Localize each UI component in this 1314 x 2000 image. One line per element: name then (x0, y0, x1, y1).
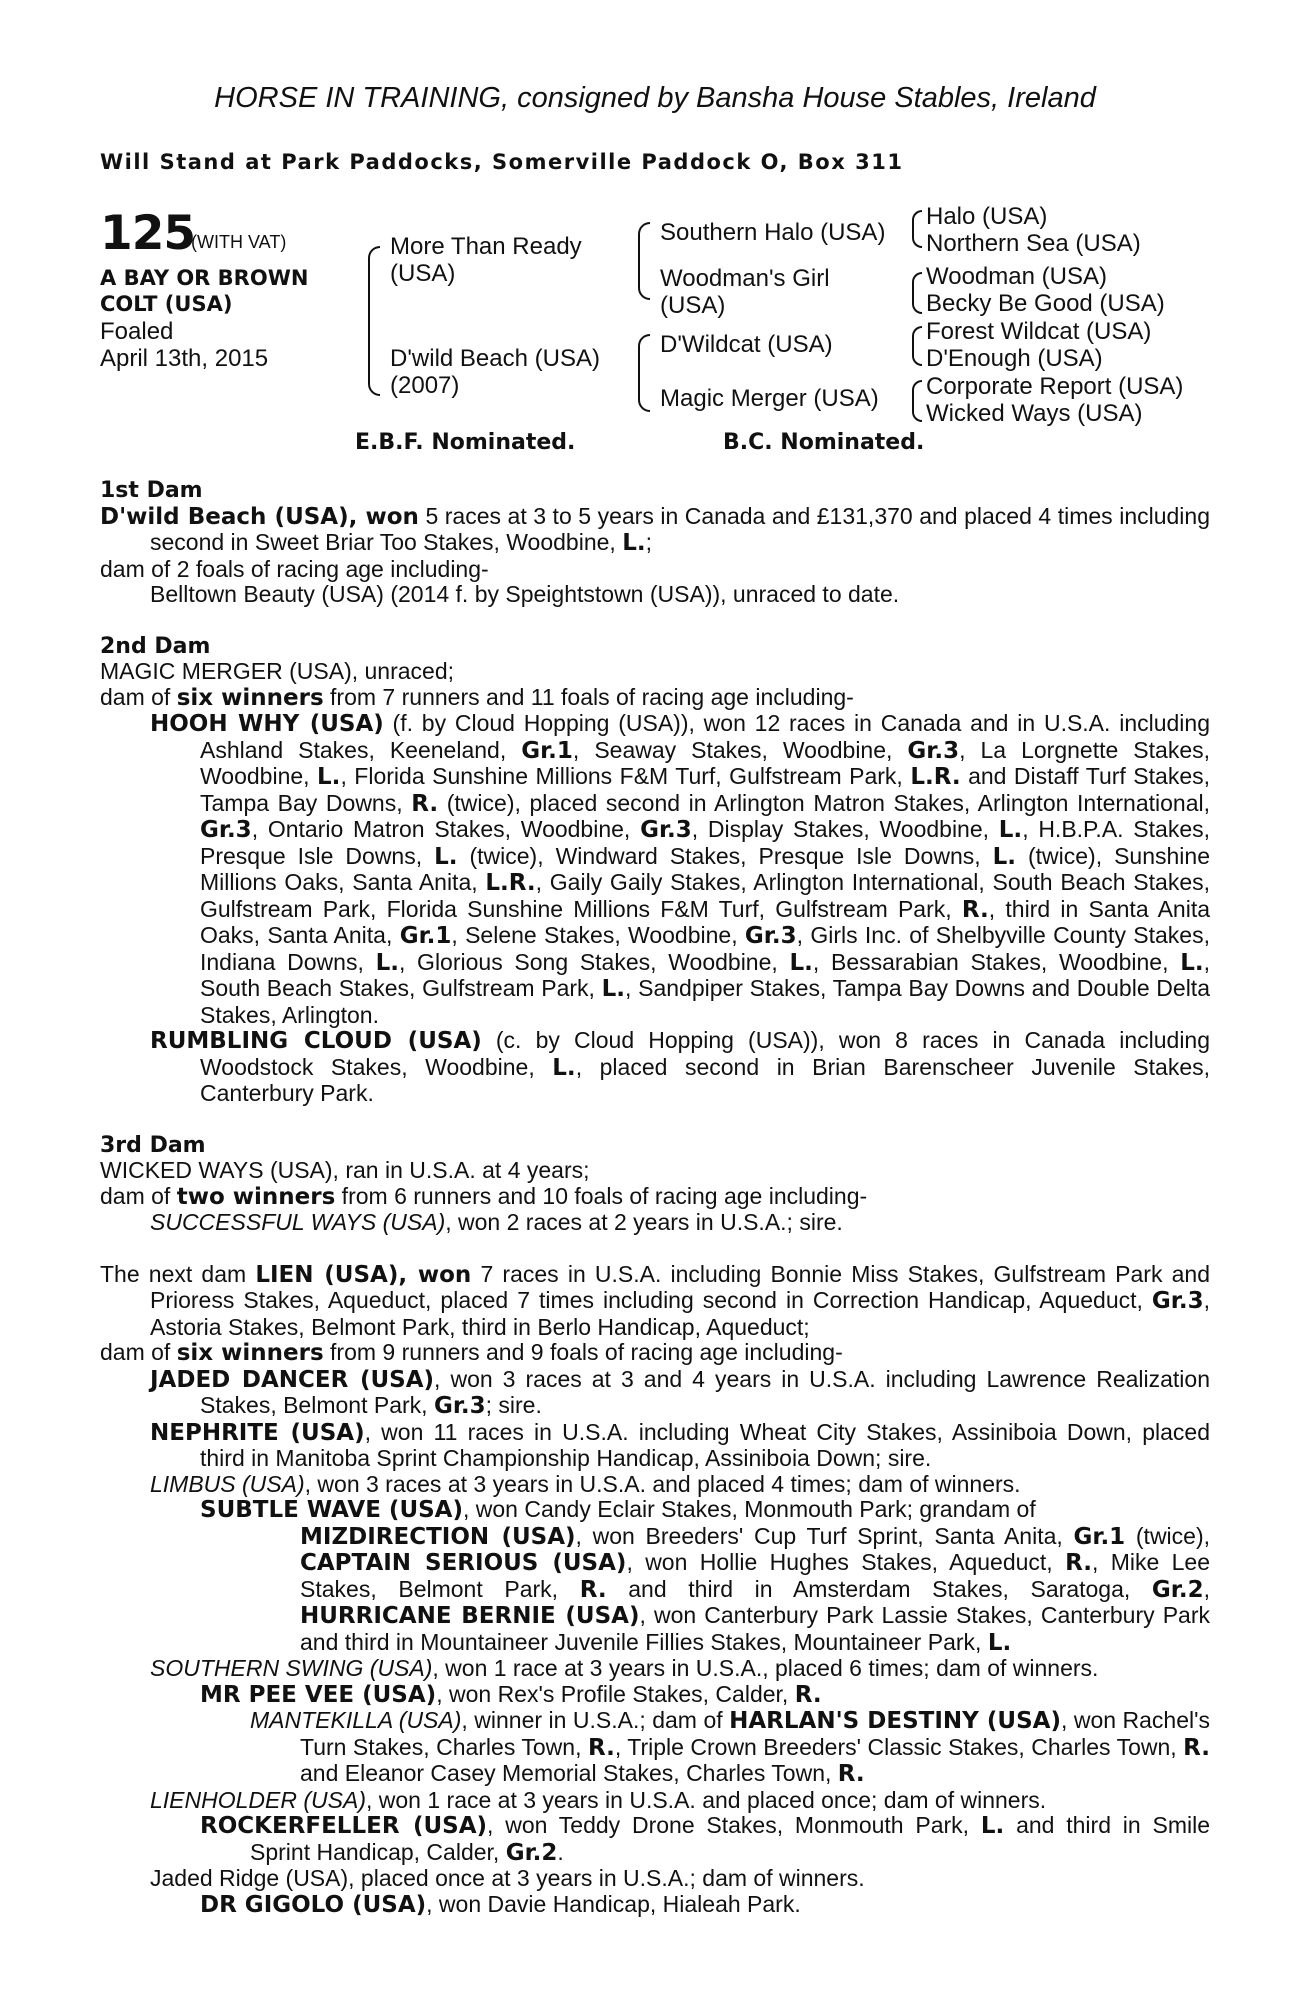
first-dam-heading: 1st Dam (100, 478, 203, 503)
successful-ways-record: SUCCESSFUL WAYS (USA), won 2 races at 2 years in U.S.A.; sire. (150, 1209, 843, 1235)
pedigree-dam-year: (2007) (390, 372, 460, 399)
pedigree-bracket-sire (638, 222, 650, 300)
foaled-label: Foaled (100, 318, 174, 345)
pedigree-gen3-6: D'Enough (USA) (926, 345, 1103, 372)
third-dam-name: WICKED WAYS (USA), ran in U.S.A. at 4 years; (100, 1157, 590, 1183)
pedigree-dam: D'wild Beach (USA) (390, 345, 600, 372)
pedigree-bracket-ds (912, 326, 922, 366)
dr-gigolo-record: DR GIGOLO (USA), won Davie Handicap, Hialeah Park. (200, 1890, 801, 1918)
horse-description-2: COLT (USA) (100, 292, 233, 316)
nephrite-record: NEPHRITE (USA), won 11 races in U.S.A. including Wheat City Stakes, Assiniboia Down, placed third in Manitoba Sprint Championship Handicap, Assiniboia Down; sire. (150, 1418, 1210, 1471)
pedigree-gen3-3: Woodman (USA) (926, 263, 1107, 290)
hooh-why-record: HOOH WHY (USA) (f. by Cloud Hopping (USA)), won 12 races in Canada and in U.S.A. including Ashland Stakes, Keeneland, Gr.1, Seaway Stakes, Woodbine, Gr.3, La Lorgnette Stakes, Woodbine, L., Florida Sunshine Millions F&M Turf, Gulfstream Park, L.R. and Distaff Turf Stakes, Tampa Bay Downs, R. (twice), placed second in Arlington Matron Stakes, Arlington International, Gr.3, Ontario Matron Stakes, Woodbine, Gr.3, Display Stakes, Woodbine, L., H.B.P.A. Stakes, Presque Isle Downs, L. (twice), Windward Stakes, Presque Isle Downs, L. (twice), Sunshine Millions Oaks, Santa Anita, L.R., Gaily Gaily Stakes, Arlington International, South Beach Stakes, Gulfstream Park, Florida Sunshine Millions F&M Turf, Gulfstream Park, R., third in Santa Anita Oaks, Santa Anita, Gr.1, Selene Stakes, Woodbine, Gr.3, Girls Inc. of Shelbyville County Stakes, Indiana Downs, L., Glorious Song Stakes, Woodbine, L., Bessarabian Stakes, Woodbine, L., South Beach Stakes, Gulfstream Park, L., Sandpiper Stakes, Tampa Bay Downs and Double Delta Stakes, Arlington. (150, 710, 1211, 1028)
next-dam-produce: dam of six winners from 9 runners and 9 foals of racing age including- (100, 1339, 843, 1366)
second-dam-heading: 2nd Dam (100, 633, 211, 659)
pedigree-sire-dam-country: (USA) (660, 292, 726, 319)
next-dam-record: The next dam LIEN (USA), won 7 races in U.S.A. including Bonnie Miss Stakes, Gulfstream Park and Prioress Stakes, Aqueduct, placed 7 times including second in Correction Handicap, Aqueduct, Gr.3, Astoria Stakes, Belmont Park, third in Berlo Handicap, Aqueduct; (100, 1260, 1210, 1340)
pedigree-bracket-sd (912, 272, 922, 314)
grandam-produce-record: MIZDIRECTION (USA), won Breeders' Cup Turf Sprint, Santa Anita, Gr.1 (twice), CAPTAIN SERIOUS (USA), won Hollie Hughes Stakes, Aqueduct, R., Mike Lee Stakes, Belmont Park, R. and third in Amsterdam Stakes, Saratoga, Gr.2, HURRICANE BERNIE (USA), won Canterbury Park Lassie Stakes, Canterbury Park and third in Mountaineer Juvenile Fillies Stakes, Mountaineer Park, L. (300, 1522, 1211, 1656)
first-dam-record: D'wild Beach (USA), won 5 races at 3 to 5 years in Canada and £131,370 and placed 4 times including second in Sweet Briar Too Stakes, Woodbine, L.; (100, 502, 1210, 556)
second-dam-produce: dam of six winners from 7 runners and 11 foals of racing age including- (100, 683, 854, 711)
page-header: HORSE IN TRAINING, consigned by Bansha House Stables, Ireland (214, 82, 1096, 114)
vat-note: (WITH VAT) (191, 232, 287, 252)
first-dam-foal: Belltown Beauty (USA) (2014 f. by Speightstown (USA)), unraced to date. (150, 581, 900, 607)
rumbling-cloud-record: RUMBLING CLOUD (USA) (c. by Cloud Hopping (USA)), won 8 races in Canada including Woodstock Stakes, Woodbine, L., placed second in Brian Barenscheer Juvenile Stakes, Canterbury Park. (150, 1027, 1211, 1106)
pedigree-gen3-4: Becky Be Good (USA) (926, 290, 1165, 317)
pedigree-gen3-1: Halo (USA) (926, 203, 1048, 230)
jaded-dancer-record: JADED DANCER (USA), won 3 races at 3 and 4 years in U.S.A. including Lawrence Realization Stakes, Belmont Park, Gr.3; sire. (150, 1365, 1211, 1419)
pedigree-gen3-5: Forest Wildcat (USA) (926, 318, 1152, 345)
rockerfeller-record: ROCKERFELLER (USA), won Teddy Drone Stakes, Monmouth Park, L. and third in Smile Sprint Handicap, Calder, Gr.2. (200, 1812, 1211, 1866)
pedigree-sire: More Than Ready (390, 233, 582, 260)
pedigree-bracket-main (368, 246, 380, 396)
southern-swing-record: SOUTHERN SWING (USA), won 1 race at 3 years in U.S.A., placed 6 times; dam of winners. (150, 1655, 1099, 1681)
pedigree-gen3-7: Corporate Report (USA) (926, 373, 1184, 400)
pedigree-bracket-dam (638, 334, 650, 412)
ebf-nomination: E.B.F. Nominated. (355, 430, 576, 455)
catalogue-page (100, 0, 1210, 2000)
lot-number: 125 (100, 206, 196, 261)
pedigree-gen3-8: Wicked Ways (USA) (926, 400, 1143, 427)
pedigree-gen3-2: Northern Sea (USA) (926, 230, 1141, 257)
pedigree-sire-sire: Southern Halo (USA) (660, 219, 886, 246)
stand-location: Will Stand at Park Paddocks, Somerville Paddock O, Box 311 (100, 150, 904, 174)
pedigree-sire-dam: Woodman's Girl (660, 265, 830, 292)
subtle-wave-record: SUBTLE WAVE (USA), won Candy Eclair Stakes, Monmouth Park; grandam of (200, 1496, 1036, 1523)
pedigree-sire-country: (USA) (390, 260, 456, 287)
pedigree-bracket-ss (912, 210, 922, 248)
mr-pee-vee-record: MR PEE VEE (USA), won Rex's Profile Stakes, Calder, R. (200, 1680, 822, 1708)
produce-record (100, 478, 1210, 1918)
horse-description-1: A BAY OR BROWN (100, 266, 309, 290)
second-dam-name: MAGIC MERGER (USA), unraced; (100, 658, 455, 684)
limbus-record: LIMBUS (USA), won 3 races at 3 years in U.S.A. and placed 4 times; dam of winners. (150, 1470, 1021, 1497)
third-dam-heading: 3rd Dam (100, 1132, 206, 1158)
bc-nomination: B.C. Nominated. (723, 430, 925, 455)
jaded-ridge-record: Jaded Ridge (USA), placed once at 3 years in U.S.A.; dam of winners. (150, 1865, 865, 1891)
first-dam-produce: dam of 2 foals of racing age including- (100, 555, 489, 582)
lienholder-record: LIENHOLDER (USA), won 1 race at 3 years in U.S.A. and placed once; dam of winners. (150, 1786, 1047, 1813)
pedigree-dam-dam: Magic Merger (USA) (660, 385, 879, 412)
third-dam-produce: dam of two winners from 6 runners and 10 foals of racing age including- (100, 1182, 868, 1210)
mantekilla-record: MANTEKILLA (USA), winner in U.S.A.; dam of HARLAN'S DESTINY (USA), won Rachel's Turn Stakes, Charles Town, R., Triple Crown Breeders' Classic Stakes, Charles Town, R. and Eleanor Casey Memorial Stakes, Charles Town, R. (250, 1707, 1210, 1787)
pedigree-bracket-dd (912, 380, 922, 422)
pedigree-dam-sire: D'Wildcat (USA) (660, 331, 833, 358)
foaled-date: April 13th, 2015 (100, 345, 269, 372)
